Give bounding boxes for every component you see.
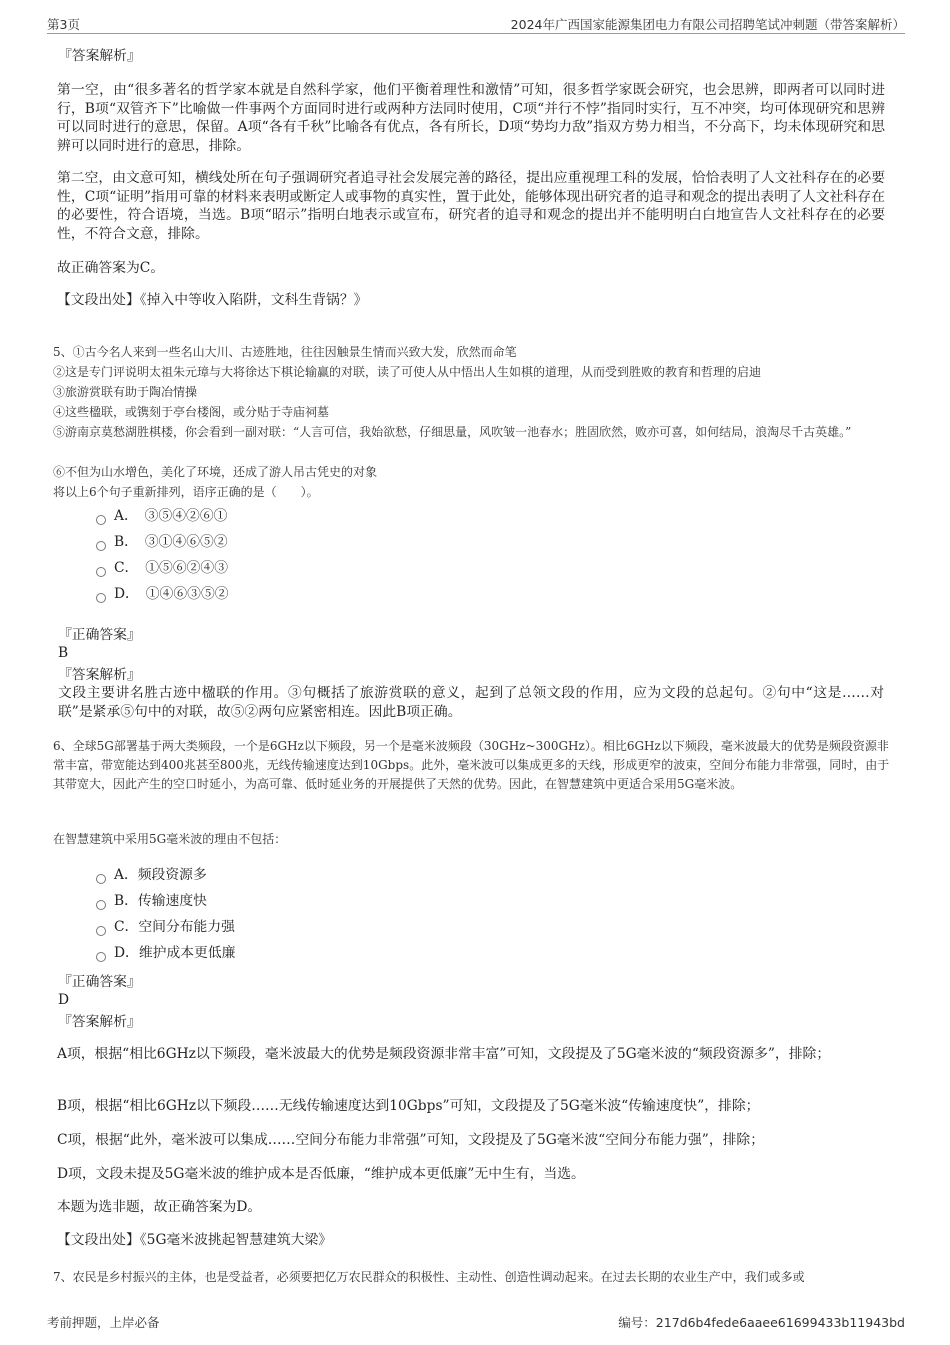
q5-line-1: 5、①古今名人来到一些名山大川、古迹胜地，往往因触景生情而兴致大发，欣然而命笔 [53, 345, 517, 359]
q4-analysis-para2: 第二空，由文意可知，横线处所在句子强调研究者追寻社会发展完善的路径，提出应重视理工科的发展，恰恰表明了人文社科存在的必要性，C项“证明”指用可靠的材料来表明或断定人或事物的真实性，置于此处，能够体现出研究者的追寻和观念的提出表明了人文社科存在的必要性，符合语境，当选。B项“昭示”指明白地表示或宣布，研究者的追寻和观念的提出并不能明明白白地宣告人文社科存在的必要性，不符合文意，排除。 [57, 170, 885, 242]
radio-icon[interactable] [96, 900, 106, 910]
q6-question: 在智慧建筑中采用5G毫米波的理由不包括： [53, 832, 287, 846]
q5-line-6: ⑥不但为山水增色，美化了环境，还成了游人吊古凭史的对象 [53, 465, 378, 479]
q6-analysis-a: A项，根据“相比6GHz以下频段，毫米波最大的优势是频段资源非常丰富”可知，文段提及了5G毫米波的“频段资源多”，排除； [57, 1046, 831, 1062]
radio-icon[interactable] [96, 593, 106, 603]
radio-icon[interactable] [96, 952, 106, 962]
q5-line-2: ②这是专门评说明太祖朱元璋与大将徐达下棋论输赢的对联，读了可使人从中悟出人生如棋的道理，从而受到胜败的教育和哲理的启迪 [53, 365, 762, 379]
q5-question: 将以上6个句子重新排列，语序正确的是（ ）。 [53, 485, 319, 499]
q6-stem: 6、全球5G部署基于两大类频段，一个是6GHz以下频段，另一个是毫米波频段（30GHz~300GHz）。相比6GHz以下频段，毫米波最大的优势是频段资源非常丰富，带宽能达到400兆甚至800兆，无线传输速度达到10Gbps。此外，毫米波可以集成更多的天线，形成更窄的波束，空间分布能力非常强，同时，由于其带宽大，因此产生的空口时延小，为高可靠、低时延业务的开展提供了天然的优势。因此，在智慧建筑中更适合采用5G毫米波。 [53, 739, 890, 791]
page-header [47, 11, 905, 34]
q6-analysis-c: C项，根据“此外，毫米波可以集成……空间分布能力非常强”可知，文段提及了5G毫米波“空间分布能力强”，排除； [57, 1132, 765, 1148]
q4-analysis-para1: 第一空，由“很多著名的哲学家本就是自然科学家，他们平衡着理性和激情”可知，很多哲学家既会研究，也会思辨，即两者可以同时进行，B项“双管齐下”比喻做一件事两个方面同时进行或两种方法同时使用，C项“并行不悖”指同时实行，互不冲突，均可体现研究和思辨可以同时进行的意思，保留。A项“各有千秋”比喻各有优点，各有所长，D项“势均力敌”指双方势力相当，不分高下，均未体现研究和思辨可以同时进行的意思，排除。 [57, 82, 885, 154]
q5-answer-label: 『正确答案』 [58, 627, 141, 643]
q5-answer: B [58, 645, 69, 661]
q6-option-c[interactable]: C．空间分布能力强 [96, 918, 235, 936]
footer-id: 编号：217d6b4fede6aaee61699433b11943bd [618, 1315, 905, 1330]
radio-icon[interactable] [96, 515, 106, 525]
q6-source: 【文段出处】《5G毫米波挑起智慧建筑大梁》 [57, 1232, 333, 1248]
q5-analysis: 文段主要讲名胜古迹中楹联的作用。③句概括了旅游赏联的意义，起到了总领文段的作用，应为文段的总起句。②句中“这是……对联”是紧承⑤句中的对联，故⑤②两句应紧密相连。因此B项正确。 [58, 685, 884, 720]
document-title: 2024年广西国家能源集团电力有限公司招聘笔试冲刺题（带答案解析） [510, 17, 905, 32]
q6-answer-label: 『正确答案』 [58, 974, 141, 990]
radio-icon[interactable] [96, 874, 106, 884]
q6-option-a[interactable]: A．频段资源多 [96, 866, 207, 884]
q5-option-a[interactable]: A． ③⑤④②⑥① [96, 507, 227, 525]
q5-option-c[interactable]: C． ①⑤⑥②④③ [96, 559, 228, 577]
radio-icon[interactable] [96, 926, 106, 936]
q5-option-d[interactable]: D． ①④⑥③⑤② [96, 585, 229, 603]
q6-analysis-b: B项，根据“相比6GHz以下频段……无线传输速度达到10Gbps”可知，文段提及了5G毫米波“传输速度快”，排除； [57, 1098, 760, 1114]
q4-source: 【文段出处】《掉入中等收入陷阱，文科生背锅？》 [57, 292, 368, 308]
q5-analysis-label: 『答案解析』 [58, 667, 141, 683]
radio-icon[interactable] [96, 541, 106, 551]
q5-option-b[interactable]: B． ③①④⑥⑤② [96, 533, 228, 551]
q7-stem: 7、农民是乡村振兴的主体，也是受益者，必须要把亿万农民群众的积极性、主动性、创造性调动起来。在过去长期的农业生产中，我们或多或 [53, 1270, 805, 1284]
q5-line-5: ⑤游南京莫愁湖胜棋楼，你会看到一副对联：“人言可信，我始欲愁，仔细思量，风吹皱一池春水；胜固欣然，败亦可喜，如何结局，浪淘尽千古英雄。” [53, 425, 852, 439]
q6-conclusion: 本题为选非题，故正确答案为D。 [57, 1199, 262, 1215]
q4-analysis-label: 『答案解析』 [58, 48, 141, 64]
footer-slogan: 考前押题，上岸必备 [47, 1315, 160, 1330]
radio-icon[interactable] [96, 567, 106, 577]
q6-option-b[interactable]: B．传输速度快 [96, 892, 207, 910]
q6-analysis-label: 『答案解析』 [58, 1014, 141, 1030]
q5-line-3: ③旅游赏联有助于陶冶情操 [53, 385, 198, 399]
q6-analysis-d: D项，文段未提及5G毫米波的维护成本是否低廉，“维护成本更低廉”无中生有，当选。 [57, 1166, 585, 1182]
page-number: 第3页 [47, 17, 80, 32]
q4-conclusion: 故正确答案为C。 [57, 260, 165, 276]
q5-line-4: ④这些楹联，或镌刻于亭台楼阁，或分贴于寺庙祠墓 [53, 405, 330, 419]
q6-option-d[interactable]: D．维护成本更低廉 [96, 944, 235, 962]
q6-answer: D [58, 992, 70, 1008]
